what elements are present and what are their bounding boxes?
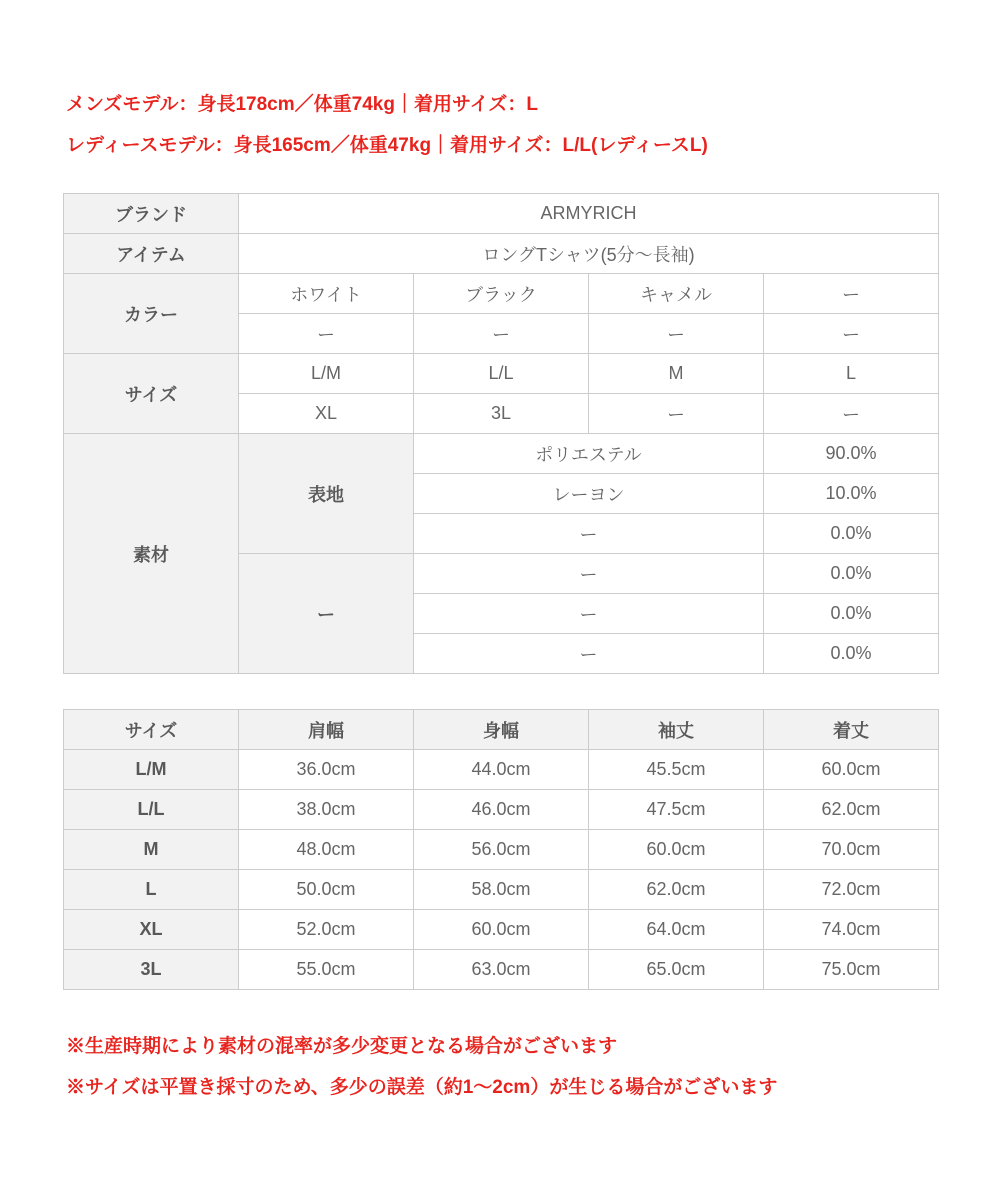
material-name-cell: レーヨン [414,474,764,514]
measurement-cell: 63.0cm [414,950,589,990]
measurement-cell: 48.0cm [239,830,414,870]
color-value-cell: キャメル [589,274,764,314]
material-percent-cell: 10.0% [764,474,939,514]
color-value-cell: ー [239,314,414,354]
size-value-cell: 3L [414,394,589,434]
measurement-cell: 64.0cm [589,910,764,950]
color-value-cell: ホワイト [239,274,414,314]
brand-label-cell: ブランド [64,194,239,234]
material-name-cell: ー [414,514,764,554]
measurement-cell: 74.0cm [764,910,939,950]
table-row [64,434,939,474]
measurement-cell: 55.0cm [239,950,414,990]
table-row [64,910,939,950]
material-percent-cell: 0.0% [764,594,939,634]
table-row [64,830,939,870]
measurement-cell: 52.0cm [239,910,414,950]
size-value-cell: XL [239,394,414,434]
size-col-header: 袖丈 [589,710,764,750]
size-row-label: 3L [64,950,239,990]
measurement-cell: 45.5cm [589,750,764,790]
measurement-cell: 65.0cm [589,950,764,990]
table-row [64,354,939,394]
color-value-cell: ー [414,314,589,354]
size-col-header: 身幅 [414,710,589,750]
material-percent-cell: 90.0% [764,434,939,474]
item-label-cell: アイテム [64,234,239,274]
material-percent-cell: 0.0% [764,634,939,674]
measurement-cell: 36.0cm [239,750,414,790]
material-label-cell: 素材 [64,434,239,674]
material-name-cell: ー [414,594,764,634]
size-row-label: L [64,870,239,910]
bottom-notes-block [66,1026,777,1108]
material-name-cell: ポリエステル [414,434,764,474]
table-row [64,234,939,274]
size-value-cell: ー [764,394,939,434]
table-row [64,750,939,790]
size-col-header: サイズ [64,710,239,750]
brand-value-cell: ARMYRICH [239,194,939,234]
size-value-cell: L [764,354,939,394]
table-row [64,950,939,990]
color-value-cell: ブラック [414,274,589,314]
measurement-cell: 50.0cm [239,870,414,910]
size-value-cell: L/M [239,354,414,394]
table-row [64,870,939,910]
measurement-cell: 47.5cm [589,790,764,830]
measurement-cell: 38.0cm [239,790,414,830]
size-table [63,709,939,990]
measurement-cell: 62.0cm [764,790,939,830]
material-name-cell: ー [414,554,764,594]
measurement-cell: 60.0cm [414,910,589,950]
measurement-cell: 75.0cm [764,950,939,990]
item-value-cell: ロングTシャツ(5分～長袖) [239,234,939,274]
spec-table [63,193,939,674]
measurement-cell: 62.0cm [589,870,764,910]
size-row-label: M [64,830,239,870]
material-percent-cell: 0.0% [764,554,939,594]
size-row-label: L/M [64,750,239,790]
material-group-label-cell: 表地 [239,434,414,554]
size-row-label: L/L [64,790,239,830]
material-percent-cell: 0.0% [764,514,939,554]
measurement-cell: 58.0cm [414,870,589,910]
measurement-cell: 44.0cm [414,750,589,790]
size-value-cell: L/L [414,354,589,394]
table-row [64,790,939,830]
model-notes-block [66,84,708,166]
color-value-cell: ー [764,274,939,314]
size-note: ※サイズは平置き採寸のため、多少の誤差（約1～2cm）が生じる場合がございます [66,1077,778,1098]
size-row-label: XL [64,910,239,950]
material-note: ※生産時期により素材の混率が多少変更となる場合がございます [66,1036,618,1057]
measurement-cell: 60.0cm [764,750,939,790]
measurement-cell: 60.0cm [589,830,764,870]
material-group-label-cell: ー [239,554,414,674]
size-col-header: 着丈 [764,710,939,750]
measurement-cell: 56.0cm [414,830,589,870]
model-info-mens: メンズモデル：身長178cm／体重74kg｜着用サイズ：L [66,94,539,115]
size-col-header: 肩幅 [239,710,414,750]
color-value-cell: ー [589,314,764,354]
material-name-cell: ー [414,634,764,674]
model-info-womens: レディースモデル：身長165cm／体重47kg｜着用サイズ：L/L(レディースL) [66,135,708,156]
table-row [64,194,939,234]
color-value-cell: ー [764,314,939,354]
color-label-cell: カラー [64,274,239,354]
table-row [64,274,939,314]
measurement-cell: 46.0cm [414,790,589,830]
size-value-cell: M [589,354,764,394]
size-value-cell: ー [589,394,764,434]
measurement-cell: 70.0cm [764,830,939,870]
table-header-row [64,710,939,750]
size-label-cell: サイズ [64,354,239,434]
measurement-cell: 72.0cm [764,870,939,910]
